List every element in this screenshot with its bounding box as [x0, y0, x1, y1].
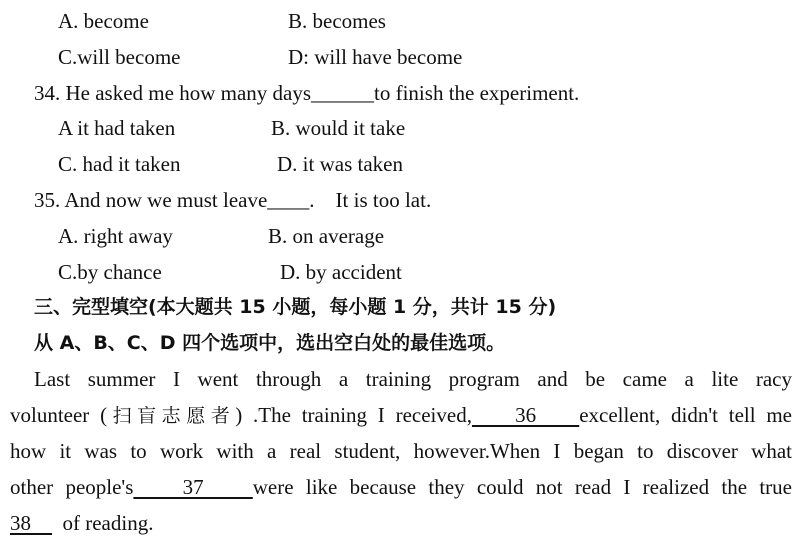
passage-line-4-end: were like because they could not read I realized the true	[252, 475, 792, 499]
passage-line-5-end: of reading.	[52, 511, 154, 535]
q34-option-a: A it had taken	[58, 116, 176, 140]
section-instruction: 从 A、B、C、D 四个选项中，选出空白处的最佳选项。	[34, 332, 506, 354]
passage-line-4	[10, 472, 792, 502]
passage-line-3-text: how it was to work with a real student, however.When I began to discover what	[10, 439, 792, 463]
q35-option-b: B. on average	[268, 224, 385, 248]
passage-line-5	[10, 508, 153, 538]
q35-option-a: A. right away	[58, 224, 173, 248]
q34-option-c: C. had it taken	[58, 152, 181, 176]
passage-line-2	[10, 400, 792, 431]
q33-option-d: D: will have become	[288, 45, 463, 69]
passage-line-2-end: excellent, didn't tell me	[579, 403, 792, 427]
q33-option-b: B. becomes	[288, 9, 386, 33]
blank-37: 37	[133, 475, 253, 499]
passage-line-4-start: other people's	[10, 475, 134, 499]
q35-option-d: D. by accident	[280, 260, 402, 284]
passage-line-3	[10, 436, 792, 466]
q33-option-a: A. become	[58, 9, 149, 33]
q35-option-c: C.by chance	[58, 260, 162, 284]
blank-38: 38	[10, 511, 52, 535]
chinese-gloss: 扫盲志愿者	[107, 405, 236, 427]
passage-line-1-text: Last summer I went through a training program and be came a lite racy	[34, 367, 792, 391]
passage-line-2-start: volunteer (	[10, 403, 108, 427]
blank-36: 36	[471, 403, 580, 427]
section-heading: 三、完型填空(本大题共 15 小题，每小题 1 分，共计 15 分)	[34, 296, 557, 318]
passage-line-1	[34, 364, 792, 394]
q34-option-b: B. would it take	[271, 116, 406, 140]
q35-stem: 35. And now we must leave____. It is too lat.	[34, 188, 432, 212]
q34-stem: 34. He asked me how many days______to finish the experiment.	[34, 81, 580, 105]
passage-line-2-mid: ) .The training I received,	[235, 403, 472, 427]
q33-option-c: C.will become	[58, 45, 181, 69]
q34-option-d: D. it was taken	[277, 152, 403, 176]
